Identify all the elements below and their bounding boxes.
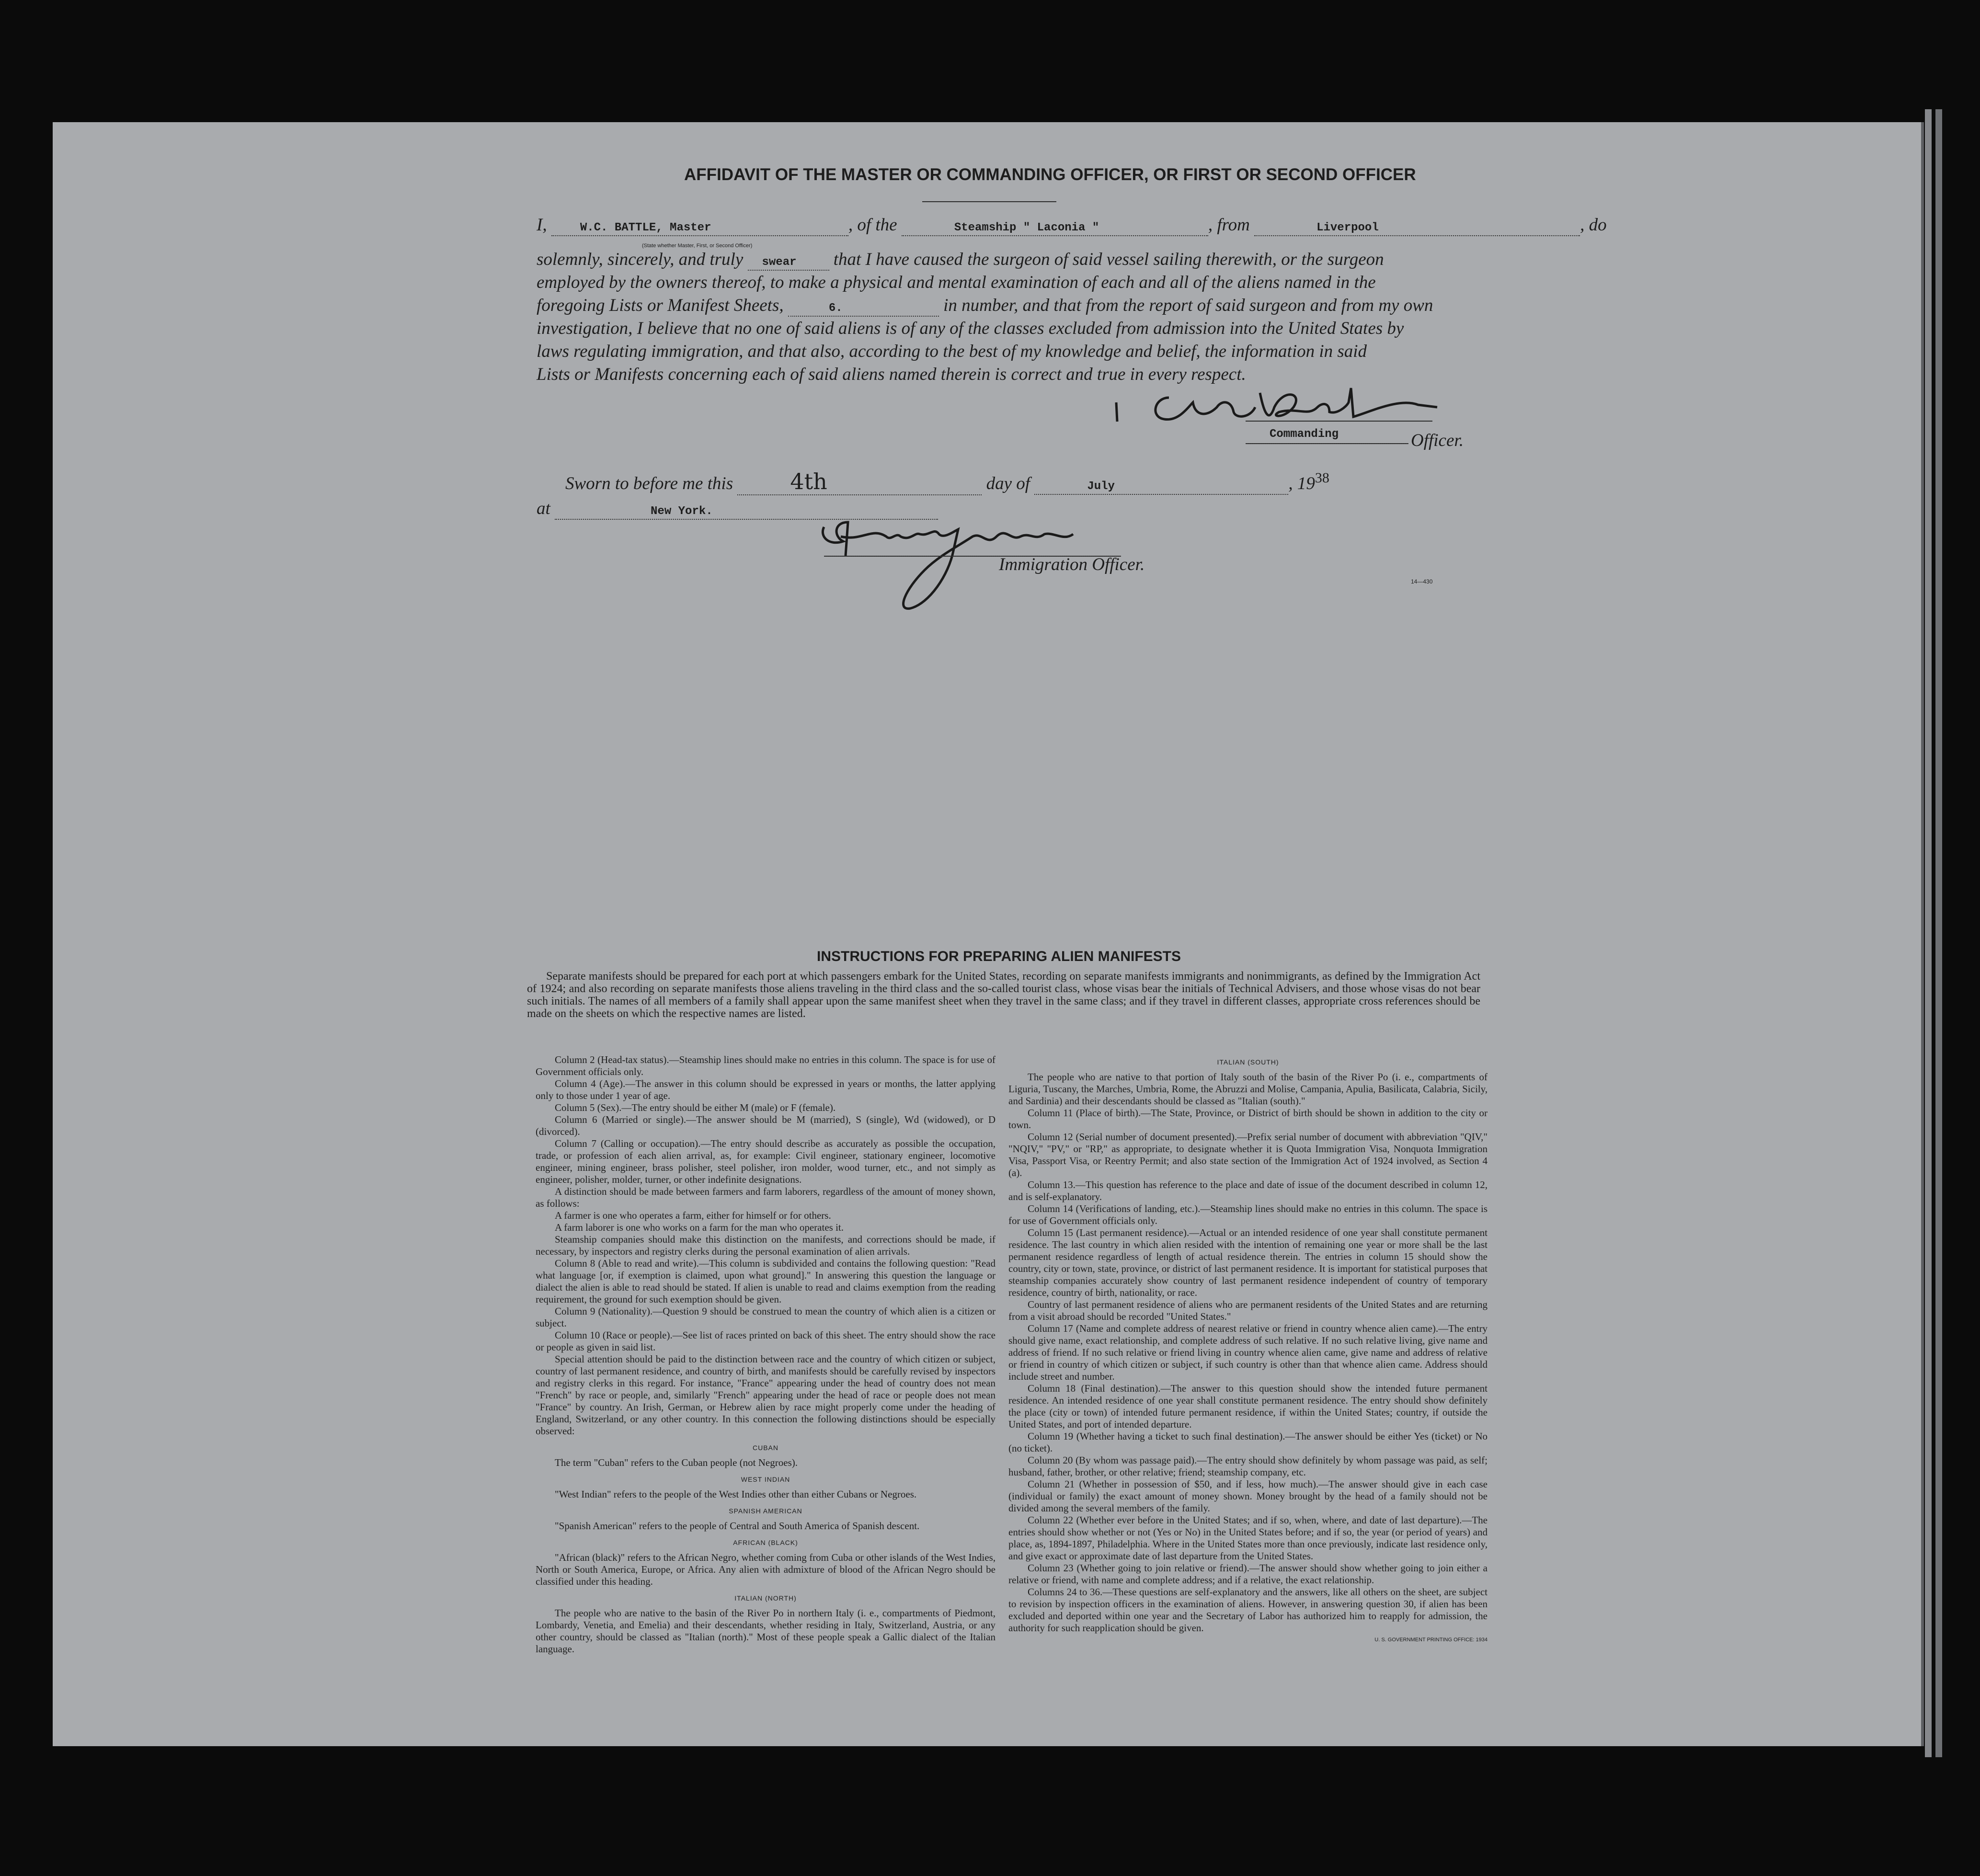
left-para: Column 10 (Race or people).—See list of races printed on back of this sheet. The entry should show the race or people as given in said list. — [536, 1329, 996, 1353]
right-para: Column 15 (Last permanent residence).—Actual or an intended residence of one year shall constitute permanent residence. The last country in which alien resided with the intention of remaining one year or more shall be the last permanent residence regardless of length of actual residence therein. The entries in column 15 should show the country, city or town, state, province, or district of last permanent residence. It is important for statistical purposes that steamship companies accurately show country of last permanent residence independent of country of temporary residence, country of birth, nationality, or race. — [1008, 1227, 1488, 1298]
left-para: Column 8 (Able to read and write).—This column is subdivided and contains the following question: "Read what language [or, if exemption is claimed, upon what ground]." In answering this question the language or dialect the alien is able to read should be stated. If alien is unable to read and claims exemption from the reading requirement, the ground for such exemption should be given. — [536, 1258, 996, 1305]
text-i: I, — [537, 215, 547, 235]
page-edge — [1925, 109, 1932, 1757]
sworn-line — [565, 469, 1329, 495]
spanish-american-heading: SPANISH AMERICAN — [729, 1507, 802, 1515]
text-sworn-a: Sworn to before me this — [565, 474, 733, 493]
instructions-title: INSTRUCTIONS FOR PREPARING ALIEN MANIFESTS — [817, 949, 1181, 964]
right-para: Column 17 (Name and complete address of nearest relative or friend in country whence alien came).—The entry should give name, exact relationship, and complete address of such relative. If no such relative living, give name and address of friend. If no such relative or friend living in country whence alien came, give name and address of relative or friend in country of which citizen or subject, if such country is other than that whence alien came. Address should include street and number. — [1008, 1323, 1488, 1382]
left-para: A distinction should be made between farmers and farm laborers, regardless of the amount of money shown, as follows: — [536, 1186, 996, 1209]
printer-note: U. S. GOVERNMENT PRINTING OFFICE: 1934 — [1374, 1637, 1488, 1643]
right-para: Column 19 (Whether having a ticket to such final destination).—The answer should be either Yes (ticket) or No (no ticket). — [1008, 1430, 1488, 1454]
affidavit-line-1 — [537, 215, 1607, 236]
italian-north-heading: ITALIAN (NORTH) — [734, 1594, 797, 1602]
officer-word: Officer. — [1411, 431, 1464, 450]
year-value: 38 — [1315, 470, 1329, 486]
right-para: The people who are native to that portion of Italy south of the basin of the River Po (i. e., compartments of Liguria, Tuscany, the Marches, Umbria, Rome, the Abruzzi and Molise, Campania, Apulia, Basilicata, Calabria, Sicily, and Sardinia) and their descendants should be classed as "Italian (south)." — [1008, 1071, 1488, 1107]
text-line4a: foregoing Lists or Manifest Sheets, — [537, 296, 784, 315]
left-para: Column 4 (Age).—The answer in this column should be expressed in years or months, the latter applying only to those under 1 year of age. — [536, 1078, 996, 1101]
left-para: Column 6 (Married or single).—The answer should be M (married), S (single), Wd (widowed), or D (divorced). — [536, 1114, 996, 1137]
month-field — [1034, 473, 1288, 495]
master-name — [551, 215, 848, 236]
affidavit-line-4 — [537, 295, 1433, 317]
affidavit-line-6: laws regulating immigration, and that also, according to the best of my knowledge and belief, the information in said — [537, 342, 1367, 361]
left-para: Column 9 (Nationality).—Question 9 should be construed to mean the country of which alien is a citizen or subject. — [536, 1305, 996, 1329]
right-para: Column 11 (Place of birth).—The State, Province, or District of birth should be shown in addition to the city or town. — [1008, 1107, 1488, 1131]
sheet-count-value: 6. — [828, 302, 843, 315]
right-para: Country of last permanent residence of aliens who are permanent residents of the United States and are returning from a visit abroad should be recorded "United States." — [1008, 1299, 1488, 1322]
right-para: Column 14 (Verifications of landing, etc.).—Steamship lines should make no entries in this column. The space is for use of Government officials only. — [1008, 1203, 1488, 1226]
italian-south-heading: ITALIAN (SOUTH) — [1217, 1058, 1279, 1066]
instructions-right-column — [1008, 1052, 1488, 1646]
signature-rule — [1246, 421, 1432, 422]
affidavit-title: AFFIDAVIT OF THE MASTER OR COMMANDING OFFICER, OR FIRST OR SECOND OFFICER — [684, 165, 1416, 184]
text-from: , from — [1208, 215, 1250, 235]
left-para: A farm laborer is one who works on a farm for the man who operates it. — [555, 1222, 844, 1233]
signature-rank: Commanding — [1270, 428, 1339, 441]
oath-value: swear — [762, 256, 797, 269]
left-para: Column 5 (Sex).—The entry should be either M (male) or F (female). — [555, 1102, 836, 1113]
left-para: Steamship companies should make this distinction on the manifests, and corrections should be made, if necessary, by inspectors and registry clerks during the personal examination of alien arrivals. — [536, 1234, 996, 1257]
rank-note: (State whether Master, First, or Second Officer) — [642, 243, 753, 249]
west-indian-heading: WEST INDIAN — [741, 1476, 790, 1483]
place-value: New York. — [651, 505, 713, 518]
title-rule — [922, 201, 1056, 202]
vessel-value: Steamship " Laconia " — [954, 221, 1099, 234]
instructions-left-column — [536, 1054, 996, 1655]
spanish-american-text: "Spanish American" refers to the people of Central and South America of Spanish descent. — [555, 1520, 920, 1532]
left-para: A farmer is one who operates a farm, either for himself or for others. — [555, 1210, 831, 1221]
port-value: Liverpool — [1316, 221, 1379, 234]
sheet-count-field — [788, 295, 939, 317]
departure-port — [1254, 215, 1580, 236]
text-do: , do — [1580, 215, 1607, 235]
right-para: Column 21 (Whether in possession of $50, and if less, how much).—The answer should give in each case (individual or family) the exact amount of money shown. Money brought by the head of a family should not be divided among the several members of the family. — [1008, 1478, 1488, 1514]
day-field — [737, 469, 982, 495]
right-para: Column 20 (By whom was passage paid).—The entry should show definitely by whom passage was paid, as self; husband, father, brother, or other relative; friend; steamship company, etc. — [1008, 1454, 1488, 1478]
right-para: Columns 24 to 36.—These questions are self-explanatory and the answers, like all others on the sheet, are subject to revision by inspection officers in the examination of aliens. However, in answering question 30, if alien has been excluded and deported within one year and the Secretary of Labor has authorized him to reapply for admission, the authority for such reapplication should be given. — [1008, 1586, 1488, 1634]
right-para: Column 12 (Serial number of document presented).—Prefix serial number of document with abbreviation "QIV," "NQIV," "PV," or "RP," as appropriate, to designate whether it is Quota Immigration Visa, Nonquota Immigration Visa, Passport Visa, or Reentry Permit; and also state section of the Immigration Act of 1924 involved, as Section 4 (a). — [1008, 1131, 1488, 1178]
page-edge — [1935, 109, 1942, 1757]
master-name-value: W.C. BATTLE, Master — [580, 221, 711, 234]
oath-field — [748, 249, 829, 271]
cuban-text: The term "Cuban" refers to the Cuban people (not Negroes). — [555, 1457, 798, 1468]
text-at: at — [537, 499, 550, 518]
text-of-the: , of the — [848, 215, 897, 235]
affidavit-line-5: investigation, I believe that no one of said aliens is of any of the classes excluded from admission into the United States by — [537, 319, 1404, 338]
vessel-name — [902, 215, 1208, 236]
african-heading: AFRICAN (BLACK) — [733, 1539, 798, 1546]
master-signature — [1111, 378, 1442, 431]
affidavit-line-2 — [537, 249, 1384, 271]
right-para: Column 13.—This question has reference to the place and date of issue of the document described in column 12, and is self-explanatory. — [1008, 1179, 1488, 1202]
african-text: "African (black)" refers to the African Negro, whether coming from Cuba or other islands of the West Indies, North or South America, Europe, or Africa. Any alien with admixture of blood of the African Negro should be classified under this heading. — [536, 1552, 996, 1587]
text-sworn-b: day of — [986, 474, 1030, 493]
affidavit-line-3: employed by the owners thereof, to make a physical and mental examination of each and all of the aliens named in the — [537, 273, 1376, 292]
west-indian-text: "West Indian" refers to the people of the West Indies other than either Cubans or Negroes. — [555, 1488, 917, 1500]
right-para: Column 23 (Whether going to join relative or friend).—The answer should show whether going to join either a relative or friend, with name and complete address; and if a relative, the exact relationship. — [1008, 1562, 1488, 1586]
text-line4b: in number, and that from the report of said surgeon and from my own — [943, 296, 1433, 315]
left-para: Special attention should be paid to the distinction between race and the country of which citizen or subject, country of last permanent residence, and country of birth, and manifests should be carefully revised by inspectors and registry clerks in this regard. For instance, "France" appearing under the head of country does not mean "French" by race or people, and, similarly "French" appearing under the head of race or people does not mean "France" by country. An Irish, German, or Hebrew alien by race might properly come under the heading of England, Switzerland, or any other country. In this connection the following distinctions should be especially observed: — [536, 1353, 996, 1437]
left-para: Column 2 (Head-tax status).—Steamship lines should make no entries in this column. The space is for use of Government officials only. — [536, 1054, 996, 1077]
cuban-heading: CUBAN — [752, 1444, 778, 1452]
right-para: Column 18 (Final destination).—The answer to this question should show the intended future permanent residence. An intended residence of one year shall constitute permanent residence. The entry should show definitely the place (city or town) of intended future permanent residence, if within the United States; country, if outside the United States, and port of intended departure. — [1008, 1383, 1488, 1430]
instructions-intro: Separate manifests should be prepared for each port at which passengers embark for the United States, recording on separate manifests immigrants and nonimmigrants, as defined by the Immigration Act of 1924; and also recording on separate manifests those aliens traveling in the third class and the so-called tourist class, whose visas bear the initials of Technical Advisers, and those whose visas do not bear such initials. The names of all members of a family shall appear upon the same manifest sheet when they travel in the same class; and if they travel in different classes, appropriate cross references should be made on the sheets on which the respective names are listed. — [527, 970, 1480, 1020]
right-para: Column 22 (Whether ever before in the United States; and if so, when, where, and date of last departure).—The entries should show whether or not (Yes or No) in the United States before; and if so, the year (or period of years) and place, as, 1894-1897, Philadelphia. Where in the United States more than once previously, indicate last residence only, and give exact or approximate date of last departure from the United States. — [1008, 1514, 1488, 1562]
day-value: 4th — [790, 469, 827, 494]
text-line2b: that I have caused the surgeon of said vessel sailing therewith, or the surgeon — [833, 250, 1384, 269]
form-number: 14—430 — [1411, 578, 1433, 585]
text-year-prefix: , 19 — [1288, 474, 1315, 493]
affidavit-line-7: Lists or Manifests concerning each of said aliens named therein is correct and true in every respect. — [537, 365, 1246, 384]
text-line2a: solemnly, sincerely, and truly — [537, 250, 744, 269]
italian-north-text: The people who are native to the basin of the River Po in northern Italy (i. e., compartments of Piedmont, Lombardy, Venetia, and Emelia) and their descendants, whether residing in Italy, Switzerland, Austria, or any other country, should be classed as "Italian (north)." Most of these people speak a Gallic dialect of the Italian language. — [536, 1607, 996, 1655]
rank-rule — [1246, 443, 1408, 444]
month-value: July — [1087, 480, 1115, 493]
immigration-officer-label: Immigration Officer. — [999, 555, 1145, 574]
left-para: Column 7 (Calling or occupation).—The entry should describe as accurately as possible the occupation, trade, or profession of each alien arrival, as, for example: Civil engineer, stationary engineer, locomotive engineer, mining engineer, brass polisher, steel polisher, iron molder, wood turner, etc., and not simply as engineer, polisher, molder, turner, or other indefinite designations. — [536, 1138, 996, 1185]
